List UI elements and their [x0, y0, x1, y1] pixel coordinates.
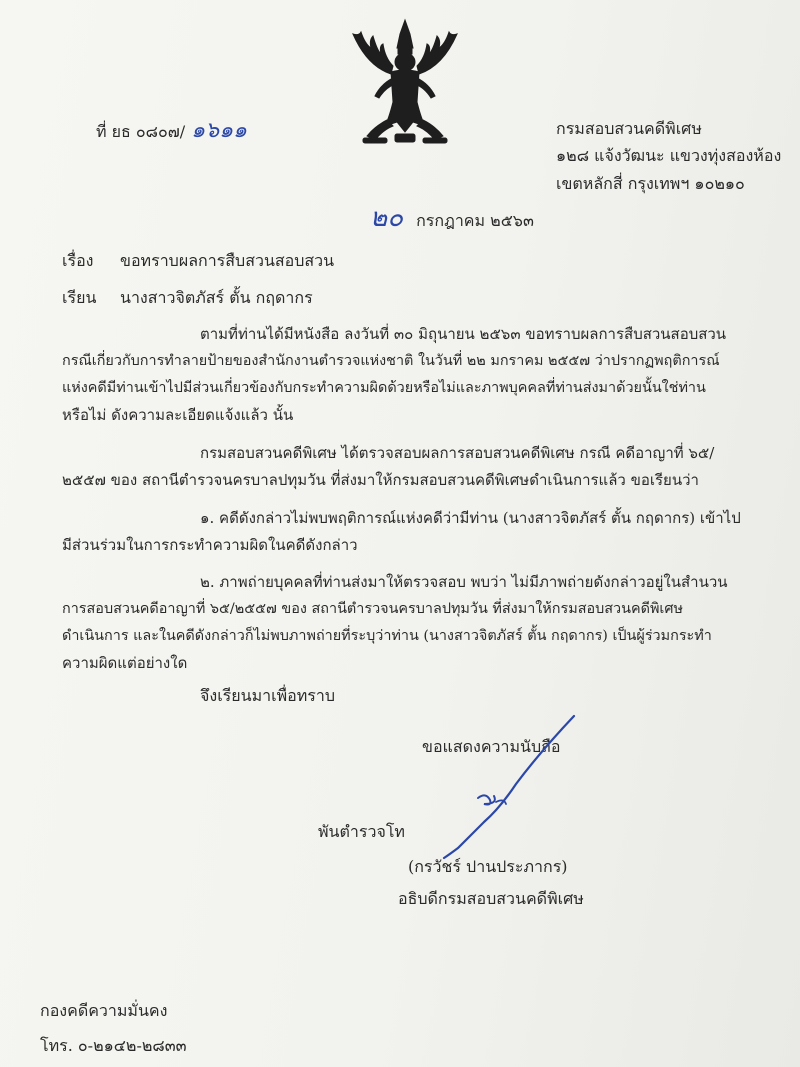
recipient-label: เรียน [62, 288, 97, 307]
paragraph-4-line-2: การสอบสวนคดีอาญาที่ ๖๕/๒๕๕๗ ของ สถานีตำรวจนครบาลปทุมวัน ที่ส่งมาให้กรมสอบสวนคดีพิเศษ [62, 601, 683, 617]
paragraph-2-line-1: กรมสอบสวนคดีพิเศษ ได้ตรวจสอบผลการสอบสวนคดีพิเศษ กรณี คดีอาญาที่ ๖๕/ [200, 444, 715, 462]
paragraph-2-line-2: ๒๕๕๗ ของ สถานีตำรวจนครบาลปทุมวัน ที่ส่งมาให้กรมสอบสวนคดีพิเศษดำเนินการแล้ว ขอเรียนว่า [62, 471, 699, 489]
paragraph-3-line-2: มีส่วนร่วมในการกระทำความผิดในคดีดังกล่าว [62, 536, 358, 554]
paragraph-1-line-2: กรณีเกี่ยวกับการทำลายป้ายของสำนักงานตำรวจแห่งชาติ ในวันที่ ๒๒ มกราคม ๒๕๕๗ ว่าปรากฏพฤติการณ์ [62, 353, 720, 369]
date-printed: กรกฎาคม ๒๕๖๓ [416, 211, 534, 230]
paragraph-4-line-1: ๒. ภาพถ่ายบุคคลที่ท่านส่งมาให้ตรวจสอบ พบว่า ไม่มีภาพถ่ายดังกล่าวอยู่ในสำนวน [200, 573, 728, 591]
signatory-name: (กรวัชร์ ปานประภากร) [408, 857, 568, 876]
subject-text: ขอทราบผลการสืบสวนสอบสวน [120, 251, 335, 270]
signatory-position: อธิบดีกรมสอบสวนคดีพิเศษ [398, 889, 584, 908]
reference-number [96, 118, 248, 143]
footer-phone: โทร. ๐-๒๑๔๒-๒๘๓๓ [40, 1036, 187, 1055]
paragraph-1-line-1: ตามที่ท่านได้มีหนังสือ ลงวันที่ ๓๐ มิถุนายน ๒๕๖๓ ขอทราบผลการสืบสวนสอบสวน [200, 325, 727, 343]
handwritten-signature [420, 712, 590, 862]
subject-label: เรื่อง [62, 251, 94, 270]
paragraph-4-line-3: ดำเนินการ และในคดีดังกล่าวก็ไม่พบภาพถ่ายที่ระบุว่าท่าน (นางสาวจิตภัสร์ ตั้น กฤดากร) เป็นผู้ร่วมกระทำ [62, 628, 712, 644]
footer-division: กองคดีความมั่นคง [40, 1001, 168, 1020]
signatory-rank: พันตำรวจโท [318, 822, 405, 841]
paragraph-1-line-3: แห่งคดีมีท่านเข้าไปมีส่วนเกี่ยวข้องกับกระทำความผิดด้วยหรือไม่และภาพบุคคลที่ท่านส่งมาด้วยนั้นใช่ท่าน [62, 380, 706, 396]
reference-prefix: ที่ ยธ ๐๘๐๗/ [96, 122, 186, 141]
closing-line: จึงเรียนมาเพื่อทราบ [200, 686, 335, 705]
garuda-emblem-icon [345, 14, 465, 152]
paragraph-1-line-4: หรือไม่ ดังความละเอียดแจ้งแล้ว นั้น [62, 406, 294, 424]
salutation: ขอแสดงความนับถือ [422, 737, 561, 756]
agency-name: กรมสอบสวนคดีพิเศษ [556, 119, 702, 138]
paragraph-4-line-4: ความผิดแต่อย่างใด [62, 654, 188, 672]
recipient-text: นางสาวจิตภัสร์ ตั้น กฤดากร [120, 288, 313, 307]
agency-address-line2: เขตหลักสี่ กรุงเทพฯ ๑๐๒๑๐ [556, 174, 745, 193]
letter-date [370, 203, 534, 233]
agency-address-line1: ๑๒๘ แจ้งวัฒนะ แขวงทุ่งสองห้อง [556, 146, 782, 165]
reference-handwritten-number: ๑๖๑๑ [191, 118, 248, 143]
paragraph-3-line-1: ๑. คดีดังกล่าวไม่พบพฤติการณ์แห่งคดีว่ามีท่าน (นางสาวจิตภัสร์ ตั้น กฤดากร) เข้าไป [200, 509, 741, 527]
date-handwritten-day: ๒๐ [370, 203, 404, 233]
